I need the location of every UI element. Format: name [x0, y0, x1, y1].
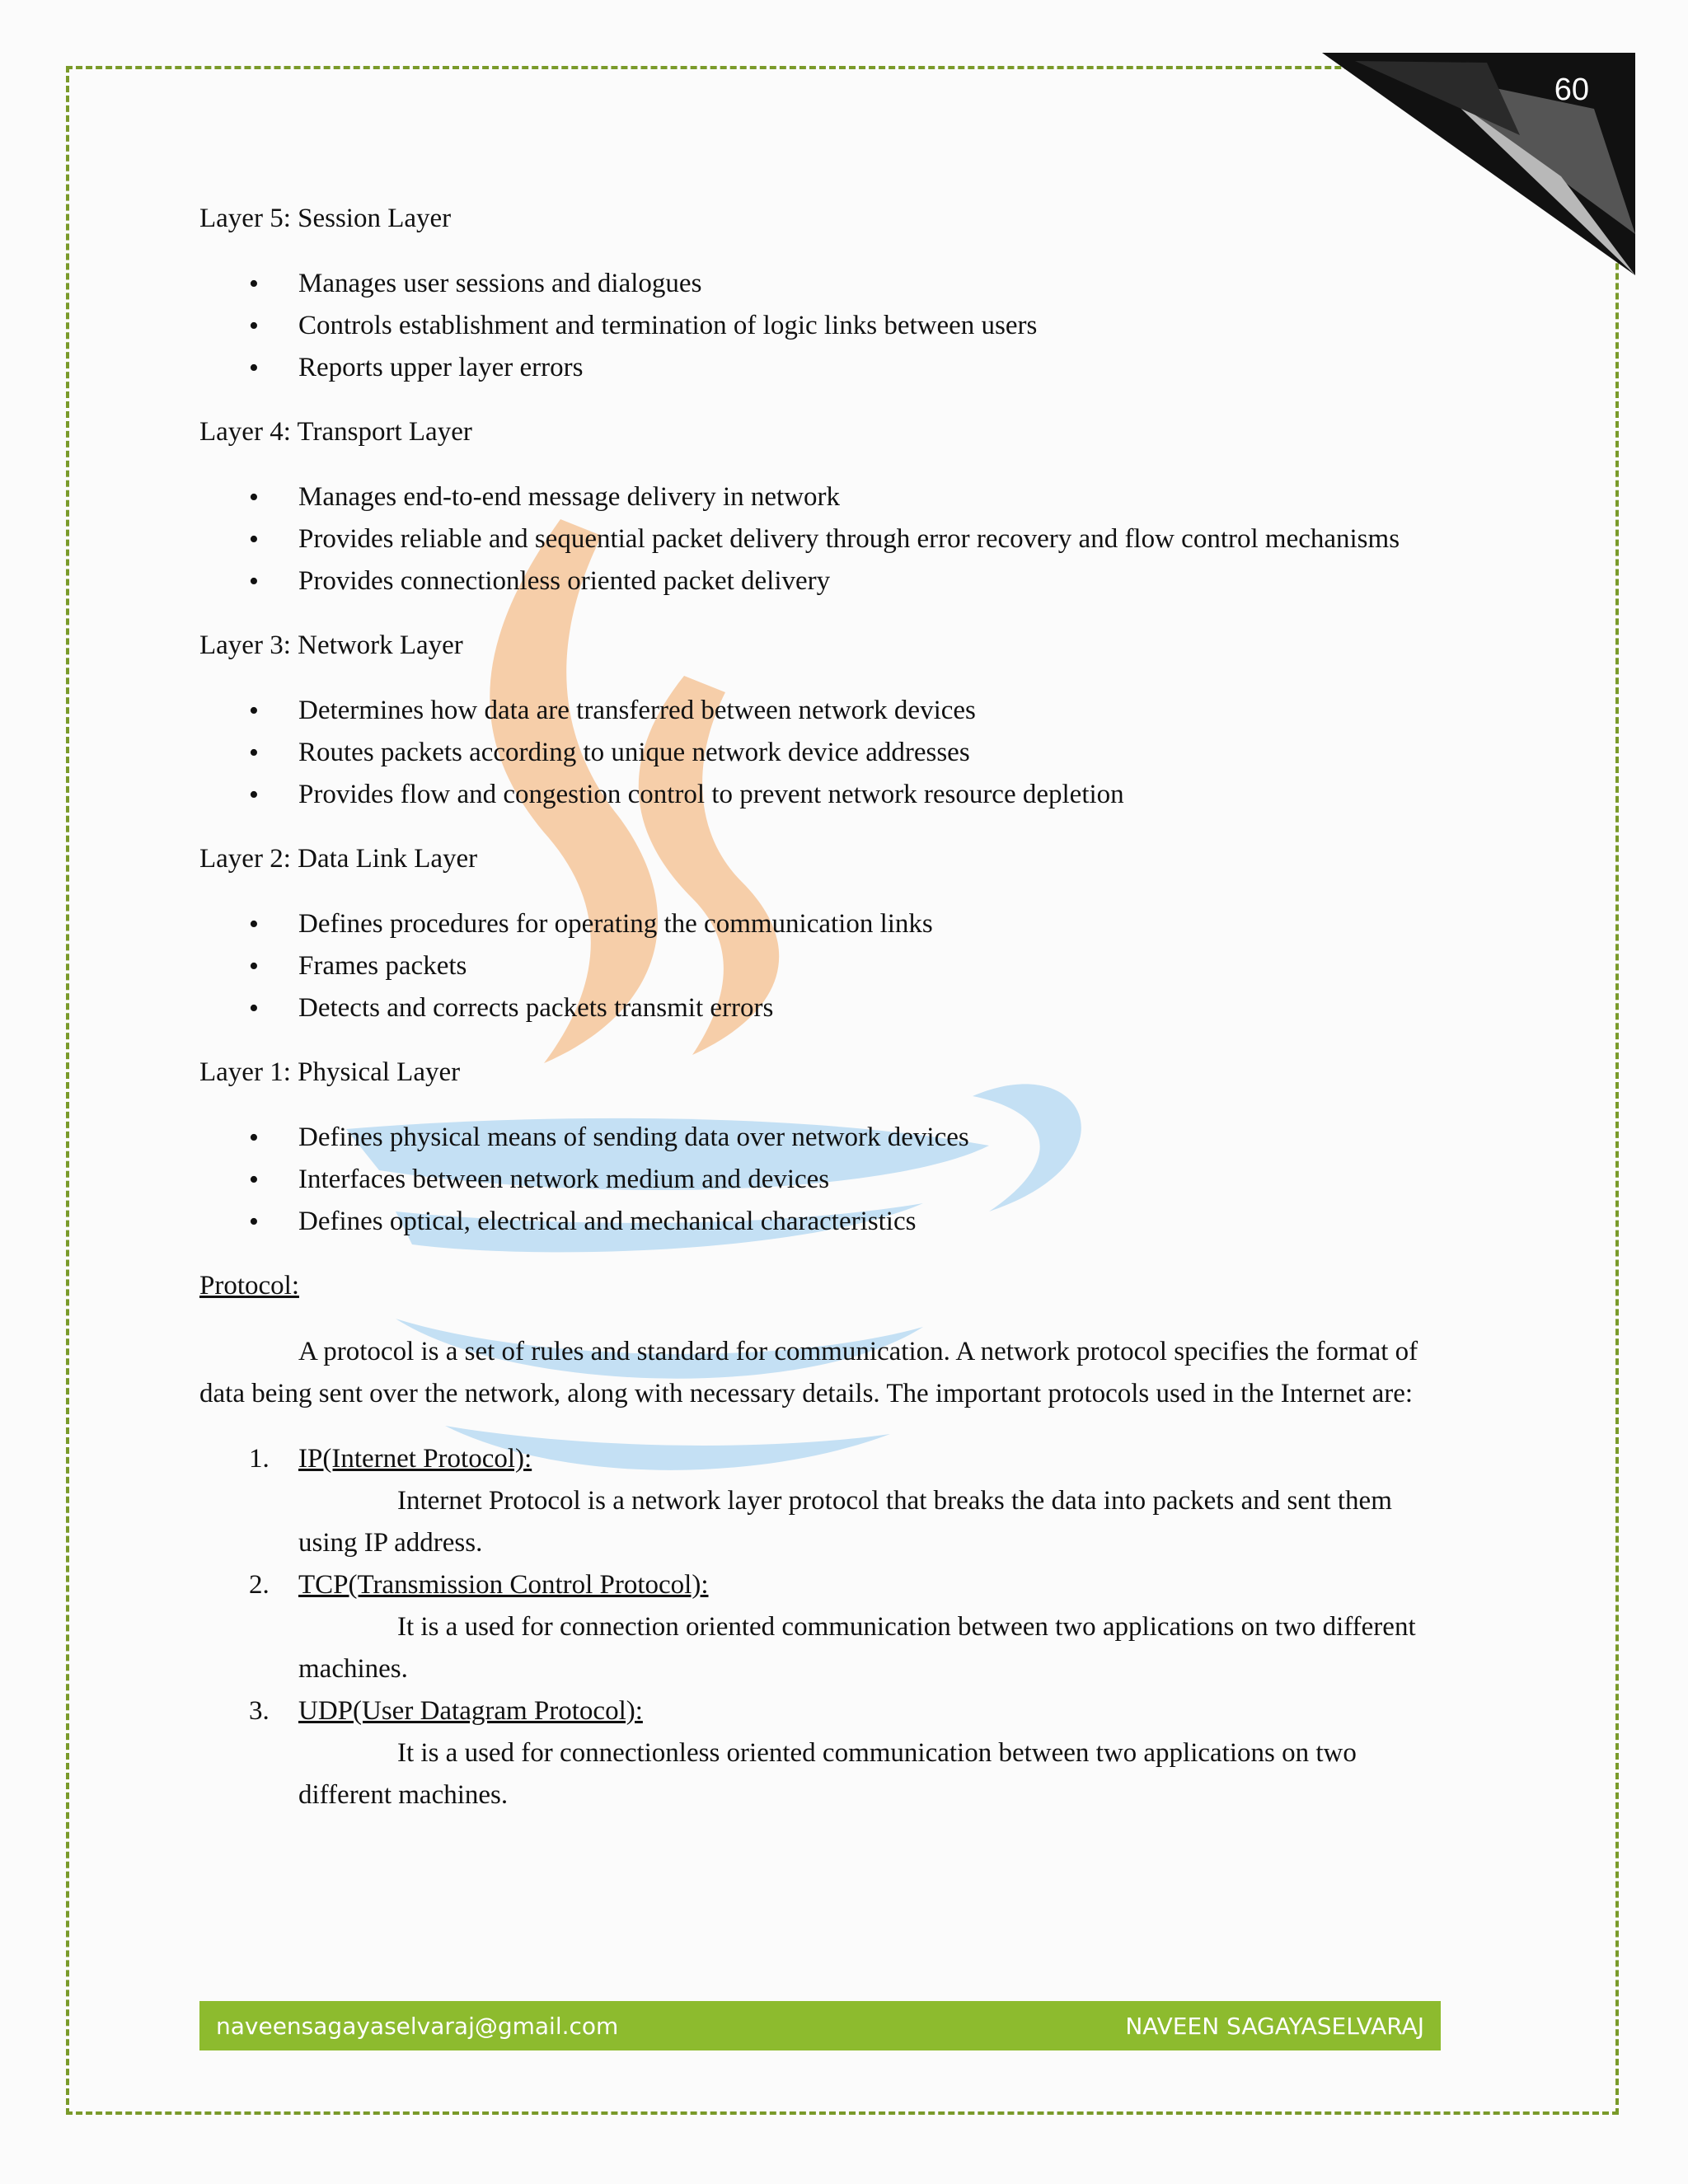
bullet-item: • Interfaces between network medium and devices — [298, 1159, 1452, 1201]
protocol-item-tcp — [249, 1564, 1452, 1690]
bullet-item: • Reports upper layer errors — [298, 347, 1452, 389]
bullet-item: • Manages user sessions and dialogues — [298, 263, 1452, 305]
bullet-item: • Provides flow and congestion control to prevent network resource depletion — [298, 774, 1452, 816]
protocol-item-udp — [249, 1690, 1452, 1816]
bullet-list — [199, 903, 1452, 1029]
section-transport-layer — [199, 411, 1452, 602]
bullet-item: • Provides reliable and sequential packet delivery through error recovery and flow control mechanisms — [298, 518, 1452, 560]
protocol-intro: A protocol is a set of rules and standard for communication. A network protocol specifies the format of data being sent over the network, along with necessary details. The important protocols used in the Internet are: — [199, 1337, 1418, 1408]
bullet-item: • Defines physical means of sending data over network devices — [298, 1117, 1452, 1159]
bullet-item: • Defines procedures for operating the communication links — [298, 903, 1452, 945]
section-physical-layer — [199, 1052, 1452, 1243]
bullet-item: • Provides connectionless oriented packet delivery — [298, 560, 1452, 602]
bullet-item: • Determines how data are transferred between network devices — [298, 690, 1452, 732]
section-heading: Layer 2: Data Link Layer — [199, 844, 478, 874]
bullet-item: • Manages end-to-end message delivery in network — [298, 476, 1452, 518]
section-data-link-layer — [199, 838, 1452, 1029]
section-session-layer — [199, 198, 1452, 389]
protocol-list — [199, 1438, 1452, 1816]
document-body — [199, 198, 1452, 1816]
bullet-list — [199, 263, 1452, 389]
protocol-item-ip — [249, 1438, 1452, 1564]
protocol-description: It is a used for connection oriented communication between two applications on two different machines. — [298, 1612, 1416, 1684]
section-network-layer — [199, 625, 1452, 816]
bullet-item: • Detects and corrects packets transmit errors — [298, 987, 1452, 1029]
section-heading: Layer 4: Transport Layer — [199, 417, 472, 447]
protocol-title: IP(Internet Protocol): — [298, 1444, 532, 1474]
item-number: 3. — [249, 1696, 270, 1726]
section-heading: Layer 1: Physical Layer — [199, 1057, 461, 1087]
protocol-description: It is a used for connectionless oriented communication between two applications on two different machines. — [298, 1738, 1357, 1810]
protocol-title: UDP(User Datagram Protocol): — [298, 1696, 643, 1726]
bullet-item: • Routes packets according to unique network device addresses — [298, 732, 1452, 774]
footer-email: naveensagayaselvaraj@gmail.com — [216, 2012, 619, 2040]
footer-bar — [199, 2001, 1441, 2050]
bullet-list — [199, 476, 1452, 602]
item-number: 1. — [249, 1444, 270, 1474]
footer-author: NAVEEN SAGAYASELVARAJ — [1125, 2012, 1424, 2040]
bullet-list — [199, 1117, 1452, 1243]
bullet-list — [199, 690, 1452, 816]
bullet-item: • Defines optical, electrical and mechanical characteristics — [298, 1201, 1452, 1243]
protocol-description: Internet Protocol is a network layer protocol that breaks the data into packets and sent them using IP address. — [298, 1486, 1392, 1558]
page-number: 60 — [1554, 73, 1589, 107]
protocol-title: TCP(Transmission Control Protocol): — [298, 1570, 709, 1600]
item-number: 2. — [249, 1570, 270, 1600]
section-heading: Layer 5: Session Layer — [199, 204, 452, 233]
bullet-item: • Controls establishment and termination of logic links between users — [298, 305, 1452, 347]
bullet-item: • Frames packets — [298, 945, 1452, 987]
protocol-heading: Protocol: — [199, 1271, 299, 1301]
section-heading: Layer 3: Network Layer — [199, 630, 463, 660]
